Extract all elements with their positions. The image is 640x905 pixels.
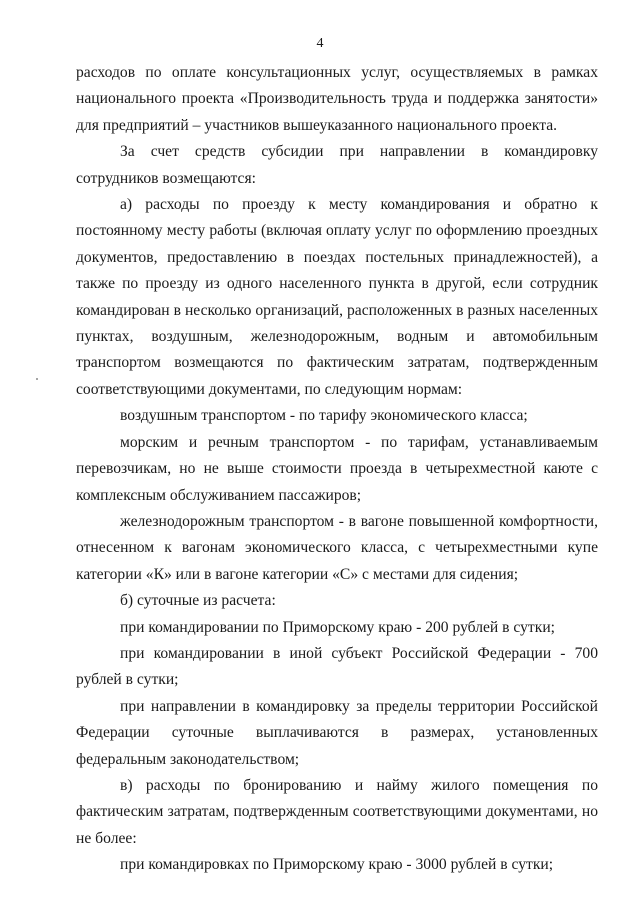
paragraph: при командировках по Приморскому краю - 3000 рублей в сутки;: [120, 856, 554, 874]
paragraph: расходов по оплате консультационных услуг, осуществляемых в рамках национального проекта «Производительность труда и поддержка занятости» для предприятий – участников вышеуказанного национального проекта.: [76, 64, 598, 134]
paragraph: За счет средств субсидии при направлении в командировку сотрудников возмещаются:: [76, 143, 598, 187]
paragraph: при командировании по Приморскому краю - 200 рублей в сутки;: [120, 618, 555, 636]
paragraph: при командировании в иной субъект Российской Федерации - 700 рублей в сутки;: [76, 644, 598, 689]
paragraph: железнодорожным транспортом - в вагоне повышенной комфортности, отнесенном к вагонам экономического класса, с четырехместными купе категории «К» или в вагоне категории «С» с местами для сидения;: [76, 512, 598, 583]
body-text: [76, 60, 598, 879]
paragraph: воздушным транспортом - по тарифу экономического класса;: [120, 407, 528, 425]
paragraph: б) суточные из расчета:: [120, 592, 276, 610]
scan-mark: [36, 378, 38, 380]
paragraph: в) расходы по бронированию и найму жилого помещения по фактическим затратам, подтвержденным соответствующими документами, но не более:: [76, 776, 598, 847]
paragraph: а) расходы по проезду к месту командирования и обратно к постоянному месту работы (включая оплату услуг по оформлению проездных документов, предоставлению в поездах постельных принадлежностей), а также по проезду из одного населенного пункта в другой, если сотрудник командирован в несколько организаций, расположенных в разных населенных пунктах, воздушным, железнодорожным, водным и автомобильным транспортом возмещаются по фактическим затратам, подтвержденным соответствующими документами, по следующим нормам:: [76, 196, 598, 398]
paragraph: при направлении в командировку за пределы территории Российской Федерации суточные выплачиваются в размерах, установленных федеральным законодательством;: [76, 697, 598, 768]
paragraph: морским и речным транспортом - по тарифам, устанавливаемым перевозчикам, но не выше стоимости проезда в четырехместной каюте с комплексным обслуживанием пассажиров;: [76, 433, 598, 504]
page-number: 4: [316, 36, 324, 51]
